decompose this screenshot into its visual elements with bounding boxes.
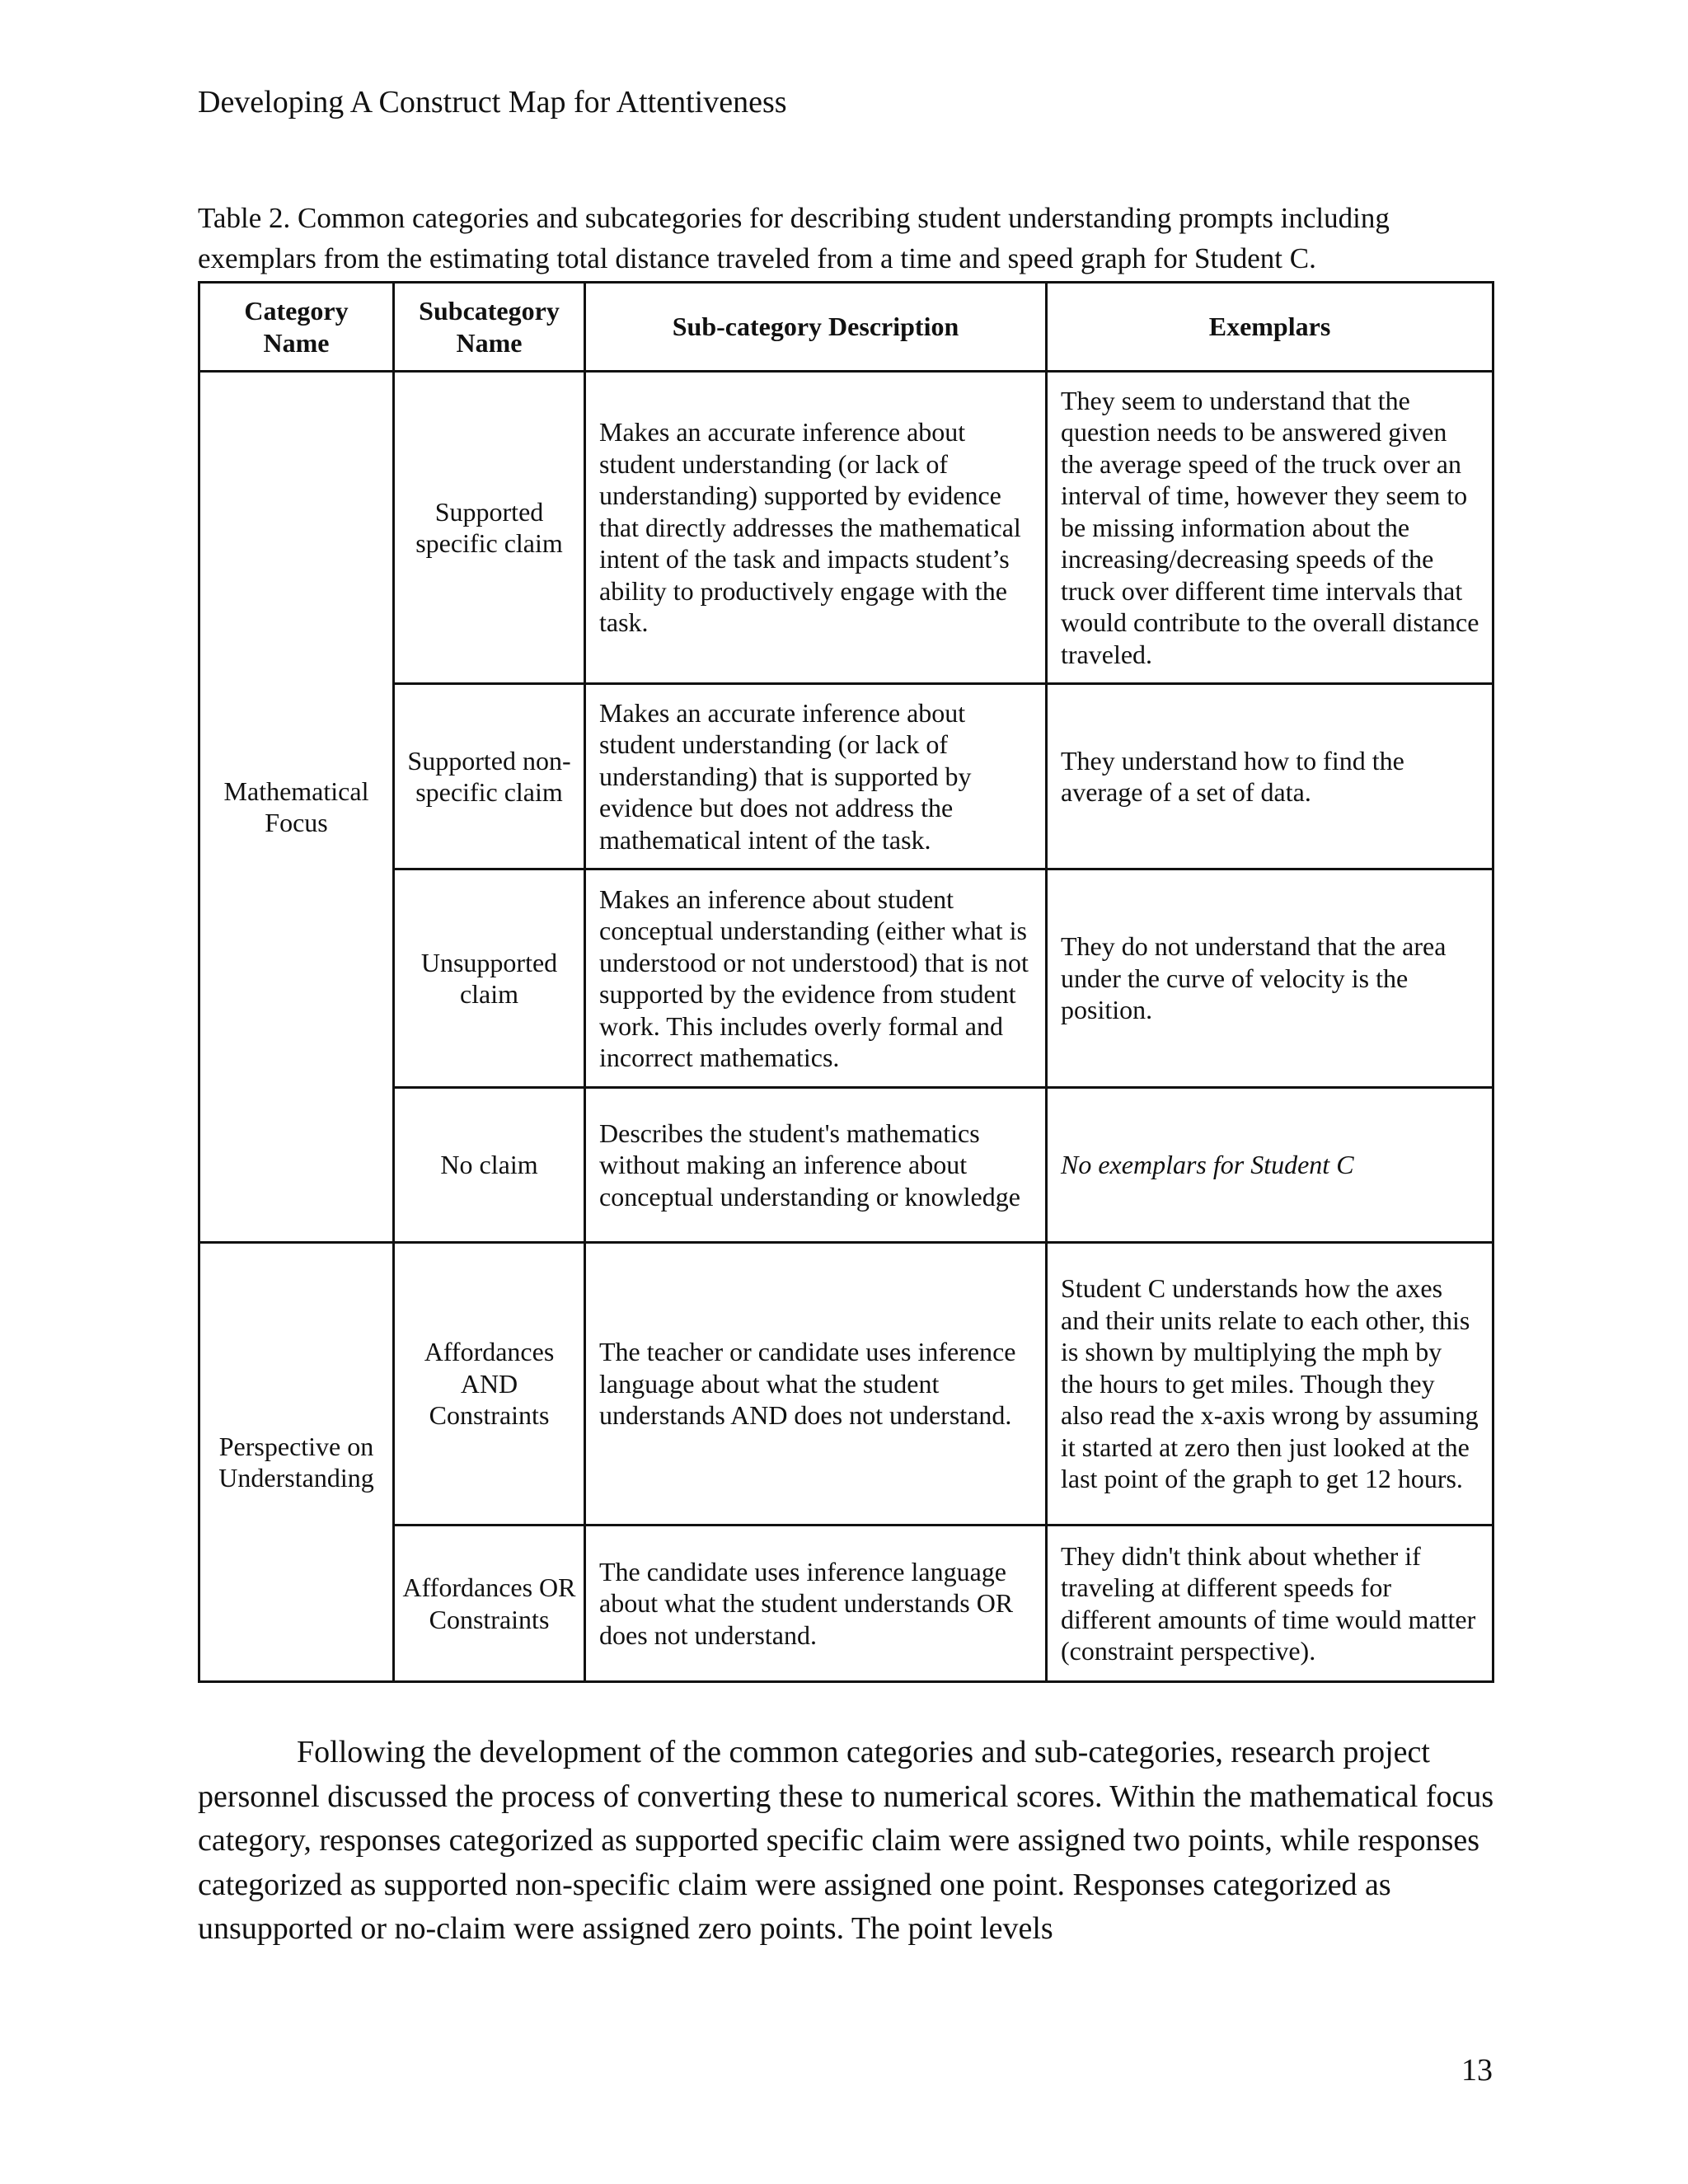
table-row — [199, 1526, 1493, 1682]
subcategory-cell: No claim — [394, 1088, 585, 1243]
description-cell: The teacher or candidate uses inference language about what the student understands AND does not understand. — [585, 1243, 1047, 1526]
exemplar-cell: They seem to understand that the question needs to be answered given the average speed of the truck over an interval of time, however they seem to be missing information about the increasing/decreasing speeds of the truck over different time intervals that would contribute to the overall distance traveled. — [1047, 372, 1493, 684]
subcategory-cell: Affordances AND Constraints — [394, 1243, 585, 1526]
subcategory-cell: Supported specific claim — [394, 372, 585, 684]
description-cell: Makes an accurate inference about student understanding (or lack of understanding) supported by evidence that directly addresses the mathematical intent of the task and impacts student’s ability to productively engage with the task. — [585, 372, 1047, 684]
category-cell-mathematical-focus: Mathematical Focus — [199, 372, 394, 1243]
exemplar-cell: Student C understands how the axes and their units relate to each other, this is shown by multiplying the mph by the hours to get miles. Though they also read the x-axis wrong by assuming it started at zero then just looked at the last point of the graph to get 12 hours. — [1047, 1243, 1493, 1526]
description-cell: Describes the student's mathematics without making an inference about conceptual understanding or knowledge — [585, 1088, 1047, 1243]
subcategory-cell: Unsupported claim — [394, 869, 585, 1088]
description-cell: Makes an inference about student conceptual understanding (either what is understood or not understood) that is not supported by the evidence from student work. This includes overly formal and incorrect mathematics. — [585, 869, 1047, 1088]
exemplar-cell: No exemplars for Student C — [1047, 1088, 1493, 1243]
table-header-row — [199, 283, 1493, 372]
header-exemplars: Exemplars — [1047, 283, 1493, 372]
page-number: 13 — [1461, 2053, 1493, 2088]
table-row — [199, 869, 1493, 1088]
category-cell-perspective-on-understanding: Perspective on Understanding — [199, 1243, 394, 1682]
description-cell: The candidate uses inference language about what the student understands OR does not understand. — [585, 1526, 1047, 1682]
table-row — [199, 1243, 1493, 1526]
header-subcategory-description: Sub-category Description — [585, 283, 1047, 372]
table-row — [199, 1088, 1493, 1243]
subcategory-cell: Supported non-specific claim — [394, 684, 585, 869]
exemplar-cell: They didn't think about whether if traveling at different speeds for different amounts of time would matter (constraint perspective). — [1047, 1526, 1493, 1682]
categories-table — [198, 281, 1494, 1683]
header-subcategory-name: Subcategory Name — [394, 283, 585, 372]
table-row — [199, 684, 1493, 869]
table-row — [199, 372, 1493, 684]
running-head: Developing A Construct Map for Attentiveness — [198, 85, 787, 120]
body-paragraph: Following the development of the common categories and sub-categories, research project personnel discussed the process of converting these to numerical scores. Within the mathematical focus category, responses categorized as supported specific claim were assigned two points, while responses categorized as supported non-specific claim were assigned one point. Responses categorized as unsupported or no-claim were assigned zero points. The point levels — [198, 1735, 1494, 1946]
subcategory-cell: Affordances OR Constraints — [394, 1526, 585, 1682]
exemplar-cell: They understand how to find the average of a set of data. — [1047, 684, 1493, 869]
table-caption: Table 2. Common categories and subcategories for describing student understanding prompts including exemplars from the estimating total distance traveled from a time and speed graph for Student C. — [198, 202, 1390, 274]
header-category-name: Category Name — [199, 283, 394, 372]
description-cell: Makes an accurate inference about student understanding (or lack of understanding) that is supported by evidence but does not address the mathematical intent of the task. — [585, 684, 1047, 869]
exemplar-cell: They do not understand that the area under the curve of velocity is the position. — [1047, 869, 1493, 1088]
